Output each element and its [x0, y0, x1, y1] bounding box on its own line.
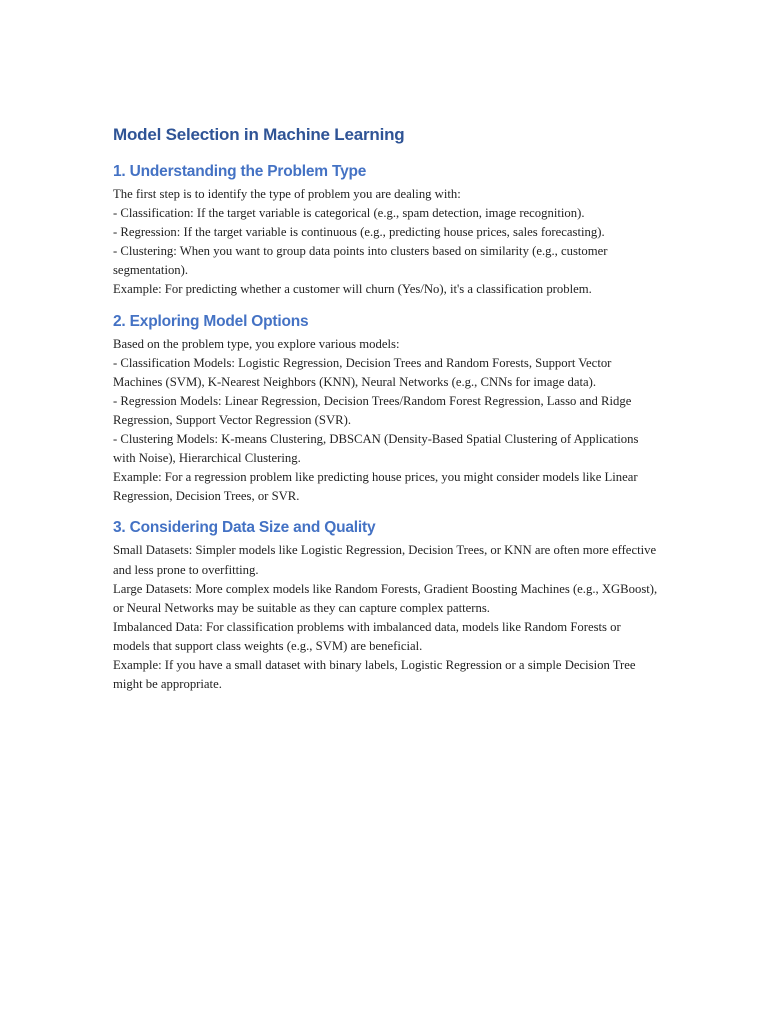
section-problem-type	[113, 161, 658, 300]
section-heading: 1. Understanding the Problem Type	[113, 163, 367, 180]
paragraph-line: The first step is to identify the type of problem you are dealing with:	[113, 187, 461, 201]
section-data-size-quality	[113, 517, 658, 694]
paragraph-line: - Clustering Models: K-means Clustering, DBSCAN (Density-Based Spatial Clustering of Applications with Noise), Hierarchical Clustering.	[113, 432, 639, 466]
section-heading: 3. Considering Data Size and Quality	[113, 519, 376, 537]
section-model-options	[113, 311, 658, 507]
section-heading: 2. Exploring Model Options	[113, 312, 309, 330]
section-body	[113, 541, 658, 694]
section-body	[113, 185, 658, 300]
section-body	[113, 335, 658, 507]
paragraph-line: Example: For a regression problem like predicting house prices, you might consider models like Linear Regression, Decision Trees, or SVR.	[113, 470, 638, 504]
paragraph-line: - Classification: If the target variable is categorical (e.g., spam detection, image recognition).	[113, 206, 585, 221]
paragraph-line: - Clustering: When you want to group data points into clusters based on similarity (e.g., customer segmentation).	[113, 244, 608, 278]
paragraph-line: Example: If you have a small dataset with binary labels, Logistic Regression or a simple Decision Tree might be appropriate.	[113, 657, 636, 692]
paragraph-line: Based on the problem type, you explore various models:	[113, 336, 400, 351]
paragraph-line: Example: For predicting whether a customer will churn (Yes/No), it's a classification problem.	[113, 282, 592, 297]
paragraph-line: Large Datasets: More complex models like Random Forests, Gradient Boosting Machines (e.g., XGBoost), or Neural Networks may be suitable as they can capture complex patterns.	[113, 581, 658, 615]
paragraph-line: - Classification Models: Logistic Regression, Decision Trees and Random Forests, Support Vector Machines (SVM), K-Nearest Neighbors (KNN), Neural Networks (e.g., CNNs for image data).	[113, 355, 612, 389]
document-title: Model Selection in Machine Learning	[113, 125, 405, 144]
document-content	[113, 122, 658, 705]
paragraph-line: - Regression Models: Linear Regression, Decision Trees/Random Forest Regression, Lasso and Ridge Regression, Support Vector Regression (SVR).	[113, 393, 632, 427]
paragraph-line: Imbalanced Data: For classification problems with imbalanced data, models like Random Forests or models that support class weights (e.g., SVM) are beneficial.	[113, 619, 621, 653]
paragraph-line: - Regression: If the target variable is continuous (e.g., predicting house prices, sales forecasting).	[113, 225, 605, 240]
paragraph-line: Small Datasets: Simpler models like Logistic Regression, Decision Trees, or KNN are often more effective and less prone to overfitting.	[113, 543, 657, 577]
